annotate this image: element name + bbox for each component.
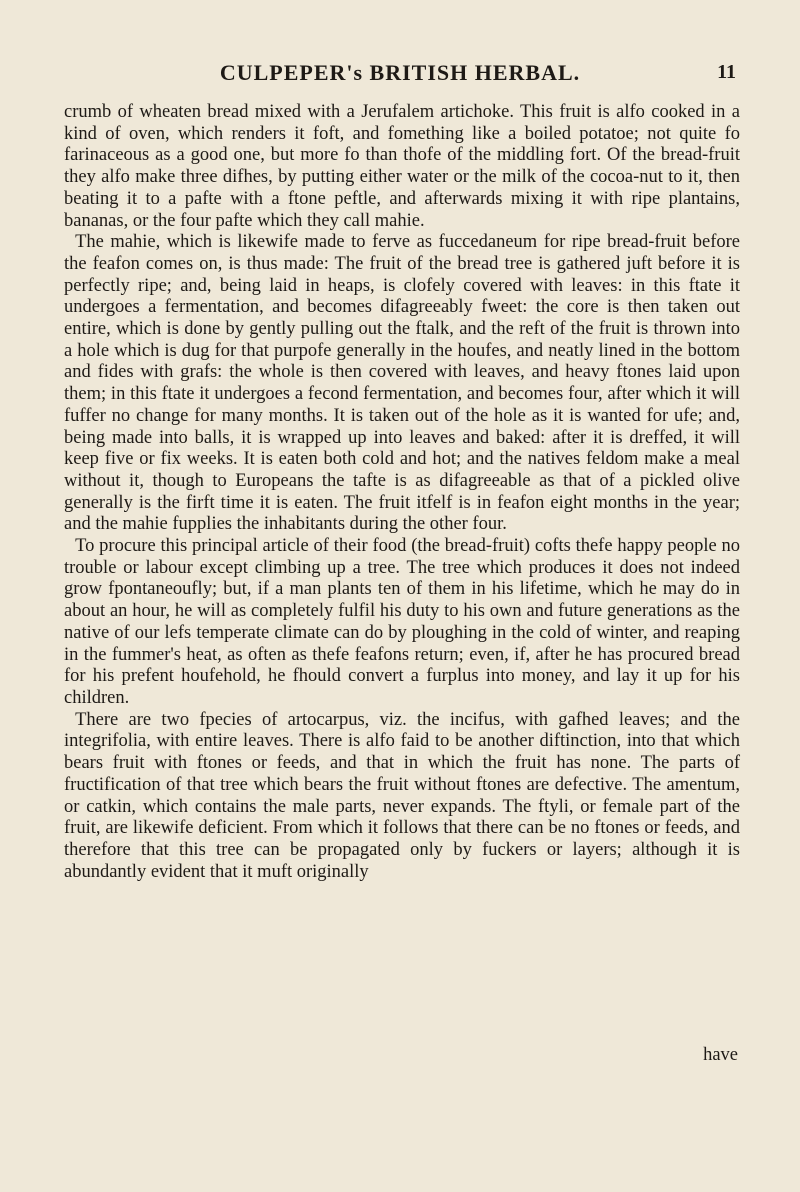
paragraph: crumb of wheaten bread mixed with a Jerufalem artichoke. This fruit is alfo cooked in a kind of oven, which renders it foft, and fomething like a boiled potatoe; not quite fo farinaceous as a good one, but more fo than thofe of the middling fort. Of the bread-fruit they alfo make three difhes, by putting either water or the milk of the cocoa-nut to it, then beating it to a pafte with a ftone peftle, and afterwards mixing it with ripe plantains, bananas, or the four pafte which they call mahie. — [64, 102, 740, 231]
paragraph: To procure this principal article of their food (the bread-fruit) cofts thefe happy people no trouble or labour except climbing up a tree. The tree which produces it does not indeed grow fpontaneoufly; but, if a man plants ten of them in his lifetime, which he may do in about an hour, he will as completely fulfil his duty to his own and future generations as the native of our lefs temperate climate can do by ploughing in the cold of winter, and reaping in the fummer's heat, as often as thefe feafons return; even, if, after he has procured bread for his prefent houfehold, he fhould convert a furplus into money, and lay it up for his children. — [64, 536, 740, 708]
paragraph: The mahie, which is likewife made to ferve as fuccedaneum for ripe bread-fruit before the feafon comes on, is thus made: The fruit of the bread tree is gathered juft before it is perfectly ripe; and, being laid in heaps, is clofely covered with leaves: in this ftate it undergoes a fermentation, and becomes difagreeably fweet: the core is then taken out entire, which is done by gently pulling out the ftalk, and the reft of the fruit is thrown into a hole which is dug for that purpofe generally in the houfes, and neatly lined in the bottom and fides with grafs: the whole is then covered with leaves, and heavy ftones laid upon them; in this ftate it undergoes a fecond fermentation, and becomes four, after which it will fuffer no change for many months. It is taken out of the hole as it is wanted for ufe; and, being made into balls, it is wrapped up into leaves and baked: after it is dreffed, it will keep five or fix weeks. It is eaten both cold and hot; and the natives feldom make a meal without it, though to Europeans the tafte is as difagreeable as that of a pickled olive generally is the firft time it is eaten. The fruit itfelf is in feafon eight months in the year; and the mahie fupplies the inhabitants during the other four. — [64, 232, 740, 535]
running-head — [64, 60, 736, 90]
catchword: have — [703, 1045, 738, 1065]
paragraph: There are two fpecies of artocarpus, viz. the incifus, with gafhed leaves; and the integrifolia, with entire leaves. There is alfo faid to be another diftinction, into that which bears fruit with ftones or feeds, and that in which the fruit has none. The parts of fructification of that tree which bears the fruit without ftones are defective. The amentum, or catkin, which contains the male parts, never expands. The ftyli, or female part of the fruit, are likewife deficient. From which it follows that there can be no ftones or feeds, and therefore that this tree can be propagated only by fuckers or layers; although it is abundantly evident that it muft originally — [64, 709, 740, 882]
body-text — [64, 102, 740, 883]
running-title: CULPEPER's BRITISH HERBAL. — [219, 60, 581, 85]
page-number: 11 — [717, 61, 736, 83]
